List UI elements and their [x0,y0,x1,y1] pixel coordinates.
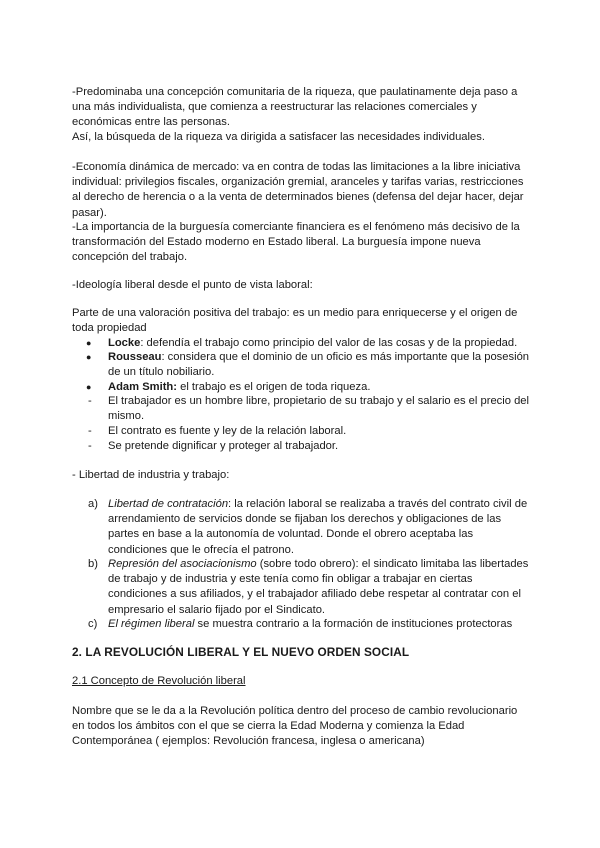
paragraph-ideologia: -Ideología liberal desde el punto de vista laboral: [72,279,313,291]
list-marker: a) [88,498,98,510]
list-item [88,497,533,558]
list-item [108,380,533,395]
list-item [108,350,533,380]
subsection-heading: 2.1 Concepto de Revolución liberal [72,675,246,687]
item-italic: Represión del asociacionismo [108,558,257,570]
list-item [108,336,533,351]
paragraph-economia: -Economía dinámica de mercado: va en contra de todas las limitaciones a la libre iniciativa individual: privilegios fiscales, organización gremial, aranceles y tarifas varias, restricciones al derecho de herencia o a la venta de determinados bienes (defensa del dejar hacer, dejar pasar). [72,161,524,219]
list-marker: b) [88,558,98,570]
item-italic: El régimen liberal [108,618,195,630]
bullet-name: Adam Smith: [108,381,177,393]
bullet-name: Locke [108,337,141,349]
paragraph-riqueza: -Predominaba una concepción comunitaria de la riqueza, que paulatinamente deja paso a una más individualista, que comienza a reestructurar las relaciones comerciales y económicas entre las personas. [72,86,518,129]
bullet-text: : defendía el trabajo como principio del valor de las cosas y de la propiedad. [140,337,518,349]
item-text: : la relación laboral se realizaba a través del contrato civil de arrendamiento de servicios donde se fijaban los derechos y obligaciones de las partes en base a la autonomía de voluntad. Donde el obrero aceptaba las condiciones que le ofrecía el patrono. [108,498,528,556]
paragraph-busqueda: Así, la búsqueda de la riqueza va dirigida a satisfacer las necesidades individuales. [72,131,485,143]
paragraph-revolucion: Nombre que se le da a la Revolución política dentro del proceso de cambio revolucionario en todos los ámbitos con el que se cierra la Edad Moderna y comienza la Edad Contemporánea ( ejemplos: Revolución francesa, inglesa o americana) [72,705,518,748]
paragraph-burguesia: -La importancia de la burguesía comerciante financiera es el fenómeno más decisivo de la transformación del Estado moderno en Estado liberal. La burguesía impone nueva concepción del trabajo. [72,221,520,264]
bullet-text: : considera que el dominio de un oficio es más importante que la posesión de un título nobiliario. [108,351,530,379]
item-italic: Libertad de contratación [108,498,229,510]
bullet-name: Rousseau [108,351,162,363]
item-text: se muestra contrario a la formación de instituciones protectoras [194,618,513,630]
list-item [88,557,533,618]
list-item: - El trabajador es un hombre libre, propietario de su trabajo y el salario es el precio del mismo. [108,394,533,424]
bullet-text: el trabajo es el origen de toda riqueza. [177,381,371,393]
list-item: - El contrato es fuente y ley de la relación laboral. [108,424,533,439]
list-marker: c) [88,618,98,630]
section-heading: 2. LA REVOLUCIÓN LIBERAL Y EL NUEVO ORDEN SOCIAL [72,645,410,659]
section-title-libertad: - Libertad de industria y trabajo: [72,469,230,481]
list-item: - Se pretende dignificar y proteger al trabajador. [108,439,533,454]
list-item [88,617,533,632]
item-text: (sobre todo obrero): el sindicato limitaba las libertades de trabajo y de industria y este tenía como fin obligar a trabajar en ciertas condiciones a sus afiliados, y el trabajador afiliado debe respetar al contratar con el empresario el salario fijado por el Sindicato. [108,558,529,616]
paragraph-valoracion: Parte de una valoración positiva del trabajo: es un medio para enriquecerse y el origen de toda propiedad [72,307,518,335]
